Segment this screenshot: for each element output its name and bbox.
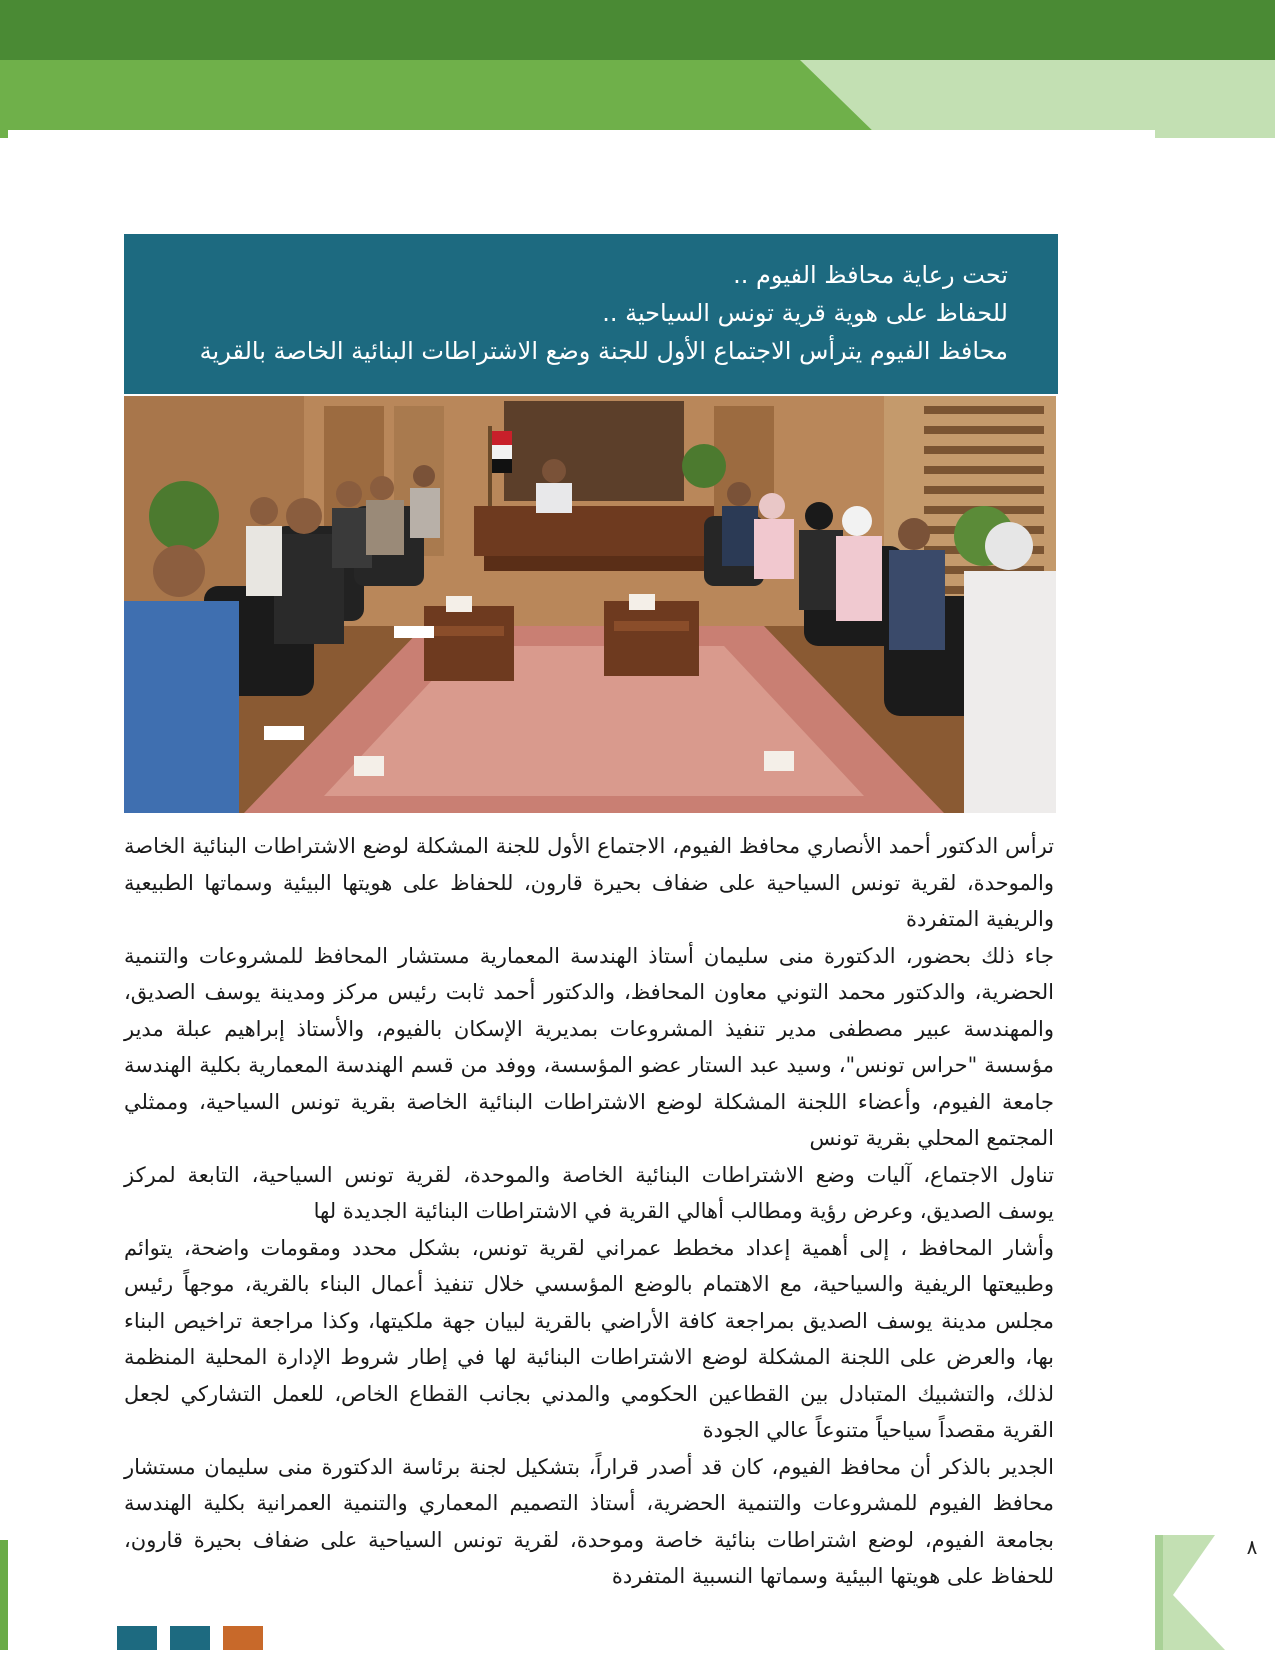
headline-box <box>124 234 1058 394</box>
article-paragraph: جاء ذلك بحضور، الدكتورة منى سليمان أستاذ الهندسة المعمارية مستشار المحافظ للمشروعات والتنمية الحضرية، والدكتور محمد التوني معاون المحافظ، والدكتور أحمد ثابت رئيس مركز ومدينة يوسف الصديق، والمهندسة عبير مصطفى مدير تنفيذ المشروعات بمديرية الإسكان بالفيوم، والأستاذ إبراهيم عبلة مدير مؤسسة "حراس تونس"، وسيد عبد الستار عضو المؤسسة، ووفد من قسم الهندسة المعمارية بكلية الهندسة جامعة الفيوم، وأعضاء اللجنة المشكلة لوضع الاشتراطات البنائية الخاصة بقرية تونس السياحية، وممثلي المجتمع المحلي بقرية تونس <box>124 943 1054 1150</box>
headline-line-1: تحت رعاية محافظ الفيوم .. <box>733 261 1008 289</box>
page-number: ٨ <box>1246 1535 1258 1559</box>
footer-square-2 <box>170 1626 210 1650</box>
footer-color-squares <box>117 1626 267 1650</box>
article-paragraph: ترأس الدكتور أحمد الأنصاري محافظ الفيوم، الاجتماع الأول للجنة المشكلة لوضع الاشتراطات البنائية الخاصة والموحدة، لقرية تونس السياحية على ضفاف بحيرة قارون، للحفاظ على هويتها البيئية وسماتها الطبيعية والريفية المتفردة <box>124 834 1054 931</box>
article-paragraph: تناول الاجتماع، آليات وضع الاشتراطات البنائية الخاصة والموحدة، لقرية تونس السياحية، التابعة لمركز يوسف الصديق، وعرض رؤية ومطالب أهالي القرية في الاشتراطات البنائية الجديدة لها <box>124 1162 1054 1223</box>
article-paragraph: الجدير بالذكر أن محافظ الفيوم، كان قد أصدر قراراً، بتشكيل لجنة برئاسة الدكتورة منى سليمان مستشار محافظ الفيوم للمشروعات والتنمية الحضرية، أستاذ التصميم المعماري والتنمية العمرانية بكلية الهندسة بجامعة الفيوم، لوضع اشتراطات بنائية خاصة وموحدة، لقرية تونس السياحية على ضفاف بحيرة قارون، للحفاظ على هويتها البيئية وسماتها النسبية المتفردة <box>124 1454 1054 1588</box>
article-body <box>124 828 1054 1595</box>
header-white-cut <box>0 130 1155 138</box>
footer-square-1 <box>117 1626 157 1650</box>
top-header-band <box>0 0 1275 138</box>
header-light-wedge <box>800 60 1275 138</box>
footer-square-3 <box>223 1626 263 1650</box>
headline-line-3: محافظ الفيوم يترأس الاجتماع الأول للجنة وضع الاشتراطات البنائية الخاصة بالقرية <box>199 337 1008 365</box>
meeting-photo <box>124 396 1056 813</box>
header-dark-stripe <box>0 0 1275 60</box>
left-green-bar <box>0 1540 8 1650</box>
header-left-edge <box>0 130 8 138</box>
headline-line-2: للحفاظ على هوية قرية تونس السياحية .. <box>602 299 1008 327</box>
article-paragraph: وأشار المحافظ ، إلى أهمية إعداد مخطط عمراني لقرية تونس، بشكل محدد ومقومات واضحة، يتوائم وطبيعتها الريفية والسياحية، مع الاهتمام بالوضع المؤسسي خلال تنفيذ أعمال البناء بالقرية، موجهاً رئيس مجلس مدينة يوسف الصديق بمراجعة كافة الأراضي بالقرية لبيان جهة ملكيتها، وكذا مراجعة تراخيص البناء بها، والعرض على اللجنة المشكلة لوضع الاشتراطات البنائية لها في إطار شروط الإدارة المحلية المنظمة لذلك، والتشبيك المتبادل بين القطاعين الحكومي والمدني بجانب القطاع الخاص، للعمل التشاركي لجعل القرية مقصداً سياحياً متنوعاً عالي الجودة <box>124 1235 1054 1442</box>
